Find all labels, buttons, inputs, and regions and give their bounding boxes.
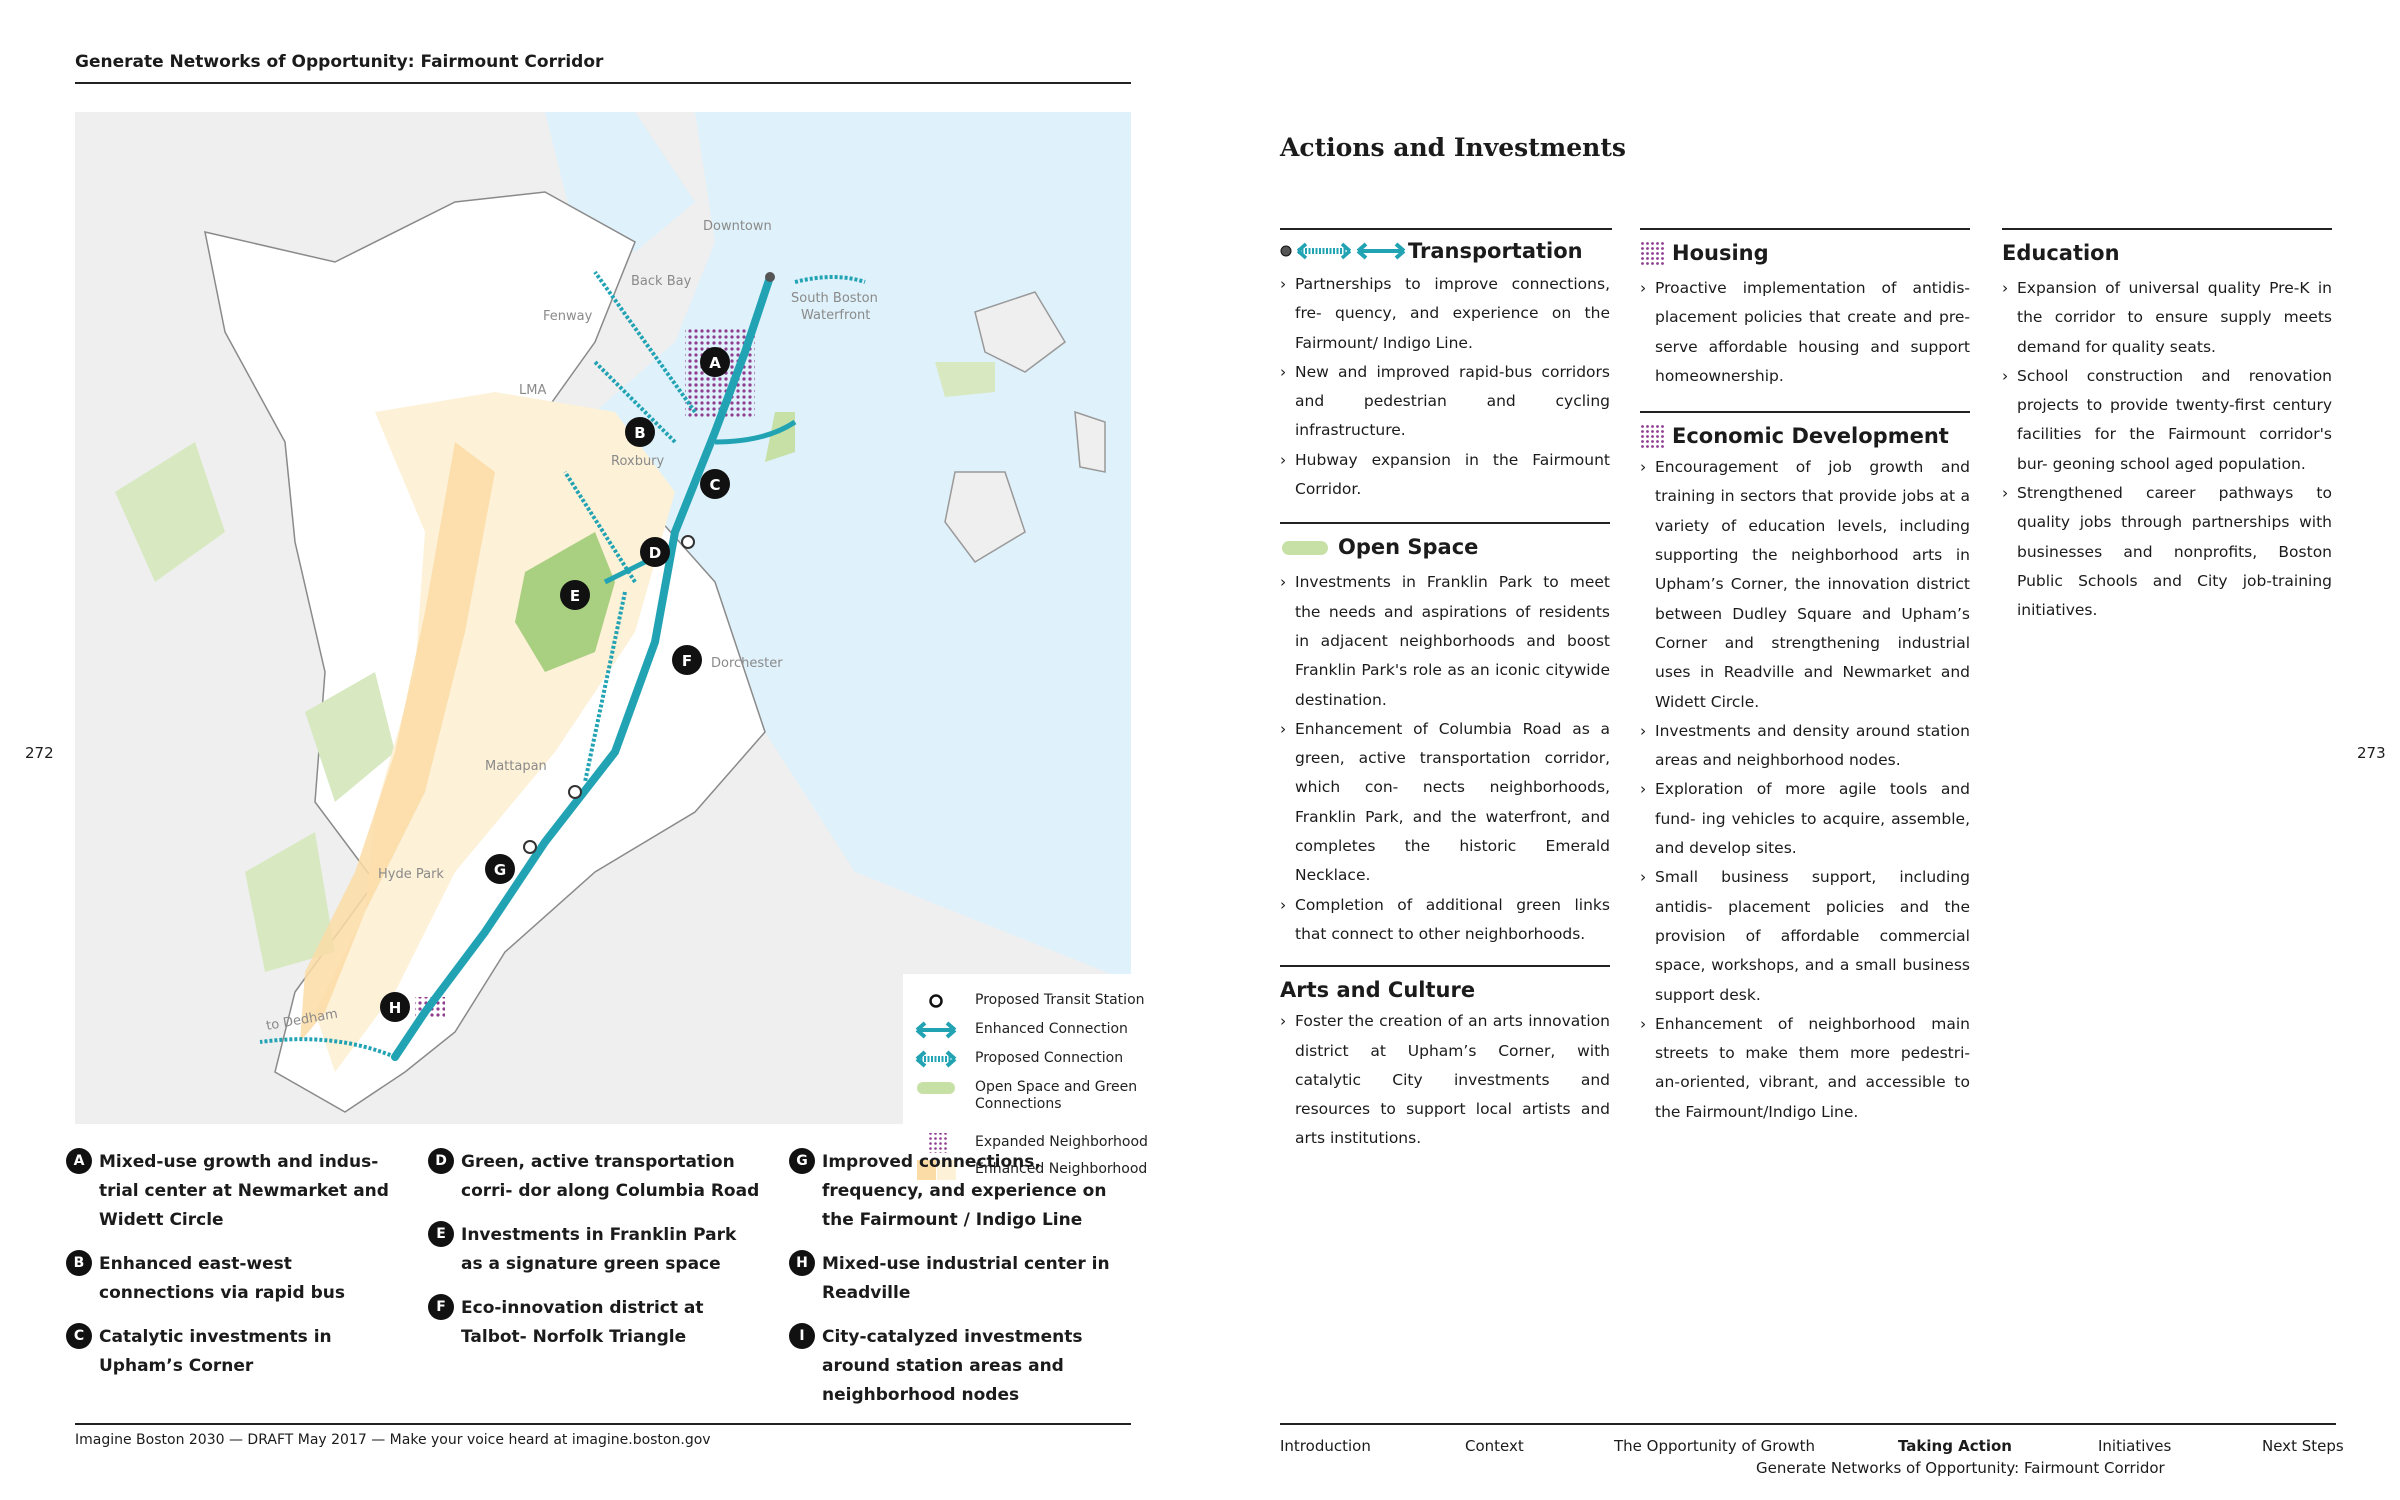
open-space-icon <box>913 1076 959 1100</box>
page-header-title: Generate Networks of Opportunity: Fairmount Corridor <box>75 52 604 72</box>
list-item: › Enhancement of Columbia Road as a green, active transportation corridor, which con- nects neighborhoods, Franklin Park, and the waterfront, and completes the historic Emerald Necklace. <box>1280 715 1610 891</box>
legend-label: Enhanced Neighborhood <box>975 1161 1148 1177</box>
list-item: › Strengthened career pathways to quality jobs through partnerships with businesses and nonprofits, Boston Public Schools and City job-training initiatives. <box>2002 479 2332 625</box>
list-item: › Hubway expansion in the Fairmount Corridor. <box>1280 446 1610 505</box>
page-number-left: 272 <box>25 744 54 762</box>
section-rule <box>1640 411 1970 413</box>
legend-label: Expanded Neighborhood <box>975 1134 1148 1150</box>
list-item: › Foster the creation of an arts innovation district at Upham’s Corner, with catalytic City investments and resources to support local artists and arts institutions. <box>1280 1007 1610 1153</box>
list-item: › Encouragement of job growth and training in sectors that provide jobs at a variety of education levels, including supporting the neighborhood arts in Upham’s Corner, the innovation district between Dudley Square and Upham’s Corner and strengthening industrial uses in Readville and Newmarket and Widett Circle. <box>1640 453 1970 717</box>
key-badge: A <box>66 1148 92 1174</box>
key-badge: E <box>428 1221 454 1247</box>
legend-item <box>903 989 1181 1013</box>
legend-label: Open Space and Green Connections <box>975 1079 1138 1112</box>
economic-heading <box>1640 419 1970 453</box>
education-list <box>2002 274 2332 626</box>
arts-list <box>1280 1007 1610 1153</box>
label-hyde-park: Hyde Park <box>378 867 444 882</box>
transportation-list <box>1280 270 1610 504</box>
key-text: Improved connections, frequency, and experience on the Fairmount / Indigo Line <box>822 1152 1107 1230</box>
key-text: Green, active transportation corri- dor along Columbia Road <box>461 1152 760 1201</box>
column-housing-economic <box>1640 228 1970 1127</box>
key-badge: B <box>66 1250 92 1276</box>
legend-item <box>903 1076 1181 1122</box>
list-item: › Completion of additional green links that connect to other neighborhoods. <box>1280 891 1610 950</box>
housing-icon <box>1640 241 1664 265</box>
list-item: › Small business support, including antidis- placement policies and the provision of affordable commercial space, workshops, and a small business support desk. <box>1640 863 1970 1009</box>
section-rule <box>1280 228 1612 230</box>
economic-list <box>1640 453 1970 1127</box>
list-item: › Enhancement of neighborhood main streets to make them more pedestri- an-oriented, vibrant, and accessible to the Fairmount/Indigo Line. <box>1640 1010 1970 1127</box>
nav-introduction[interactable]: Introduction <box>1280 1437 1371 1455</box>
economic-icon <box>1640 424 1664 448</box>
nav-context[interactable]: Context <box>1465 1437 1524 1455</box>
key-badge: H <box>789 1250 815 1276</box>
station <box>765 272 775 282</box>
proposed-station <box>682 536 694 548</box>
legend-label: Proposed Connection <box>975 1050 1124 1066</box>
label-downtown: Downtown <box>703 219 772 234</box>
proposed-station <box>524 841 536 853</box>
section-heading-text: Transportation <box>1408 239 1583 263</box>
label-mattapan: Mattapan <box>485 759 547 774</box>
legend-label: Enhanced Connection <box>975 1021 1128 1037</box>
green-space <box>115 442 225 582</box>
green-space <box>935 362 995 397</box>
list-item: › New and improved rapid-bus corridors and pedestrian and cycling infrastructure. <box>1280 358 1610 446</box>
label-back-bay: Back Bay <box>631 274 692 289</box>
key-text: Investments in Franklin Park as a signature green space <box>461 1225 737 1274</box>
enhanced-connection-icon <box>913 1018 959 1042</box>
section-heading-text: Housing <box>1672 241 1769 265</box>
list-item: › Partnerships to improve connections, fre- quency, and experience on the Fairmount/ Indigo Line. <box>1280 270 1610 358</box>
label-south-boston: South Boston <box>791 291 878 306</box>
map-svg <box>75 112 1131 1124</box>
marker-label: G <box>493 861 507 879</box>
section-heading-text: Economic Development <box>1672 424 1949 449</box>
marker-label: A <box>709 354 721 372</box>
key-badge: C <box>66 1323 92 1349</box>
label-roxbury: Roxbury <box>611 454 665 469</box>
transportation-heading <box>1280 234 1610 268</box>
open-space-icon <box>1280 538 1330 558</box>
nav-opportunity-of-growth[interactable]: The Opportunity of Growth <box>1614 1437 1815 1455</box>
legend-label: Proposed Transit Station <box>975 992 1145 1008</box>
section-rule <box>2002 228 2332 230</box>
nav-subtitle[interactable]: Generate Networks of Opportunity: Fairmount Corridor <box>1756 1459 2165 1477</box>
key-badge: D <box>428 1148 454 1174</box>
list-item: › Expansion of universal quality Pre-K in the corridor to ensure supply meets demand for quality seats. <box>2002 274 2332 362</box>
open-space-list <box>1280 568 1610 949</box>
key-badge: I <box>789 1323 815 1349</box>
section-rule <box>1280 965 1610 967</box>
list-item: › Investments in Franklin Park to meet the needs and aspirations of residents in adjacent neighborhoods and boost Franklin Park's role as an iconic citywide destination. <box>1280 568 1610 714</box>
island <box>1075 412 1105 472</box>
transportation-icons <box>1280 238 1408 264</box>
nav-initiatives[interactable]: Initiatives <box>2098 1437 2172 1455</box>
page-number-right: 273 <box>2357 744 2386 762</box>
housing-heading <box>1640 236 1970 270</box>
proposed-station-icon <box>913 989 959 1013</box>
marker-label: B <box>634 424 646 442</box>
marker-label: F <box>681 652 693 670</box>
legend-item <box>903 1018 1181 1042</box>
footer-rule-left <box>75 1423 1131 1425</box>
housing-list <box>1640 274 1970 391</box>
proposed-connection-icon <box>913 1047 959 1071</box>
key-text: Enhanced east-west connections via rapid bus <box>99 1254 345 1303</box>
list-item: › School construction and renovation projects to provide twenty-first century facilities for the Fairmount corridor's bur- geoning school aged population. <box>2002 362 2332 479</box>
key-text: Mixed-use industrial center in Readville <box>822 1254 1110 1303</box>
marker-label: H <box>388 999 402 1017</box>
marker-label: E <box>569 587 581 605</box>
key-text: Eco-innovation district at Talbot- Norfolk Triangle <box>461 1298 704 1347</box>
section-title: Actions and Investments <box>1280 133 1626 162</box>
label-fenway: Fenway <box>543 309 593 324</box>
label-to-dedham: to Dedham <box>265 1006 339 1034</box>
key-badge: G <box>789 1148 815 1174</box>
list-item: › Investments and density around station areas and neighborhood nodes. <box>1640 717 1970 776</box>
list-item: › Exploration of more agile tools and fund- ing vehicles to acquire, assemble, and develop sites. <box>1640 775 1970 863</box>
list-item: › Proactive implementation of antidis- placement policies that create and pre- serve affordable housing and support homeownership. <box>1640 274 1970 391</box>
arts-heading: Arts and Culture <box>1280 978 1476 1003</box>
column-education <box>2002 228 2332 626</box>
legend-item <box>903 1047 1181 1071</box>
label-dorchester: Dorchester <box>711 656 783 671</box>
key-badge: F <box>428 1294 454 1320</box>
key-text: Mixed-use growth and indus- trial center at Newmarket and Widett Circle <box>99 1152 389 1230</box>
footer-left-text: Imagine Boston 2030 — DRAFT May 2017 — Make your voice heard at imagine.boston.gov <box>75 1432 711 1448</box>
section-rule <box>1640 228 1970 230</box>
section-heading-text: Open Space <box>1338 535 1479 560</box>
section-rule <box>1280 522 1610 524</box>
open-space-heading <box>1280 530 1610 564</box>
education-heading: Education <box>2002 241 2120 265</box>
key-text: Catalytic investments in Upham’s Corner <box>99 1327 332 1376</box>
nav-taking-action[interactable]: Taking Action <box>1898 1437 2012 1455</box>
header-rule <box>75 82 1131 84</box>
nav-next-steps[interactable]: Next Steps <box>2262 1437 2344 1455</box>
label-lma: LMA <box>519 383 547 398</box>
footer-rule-right <box>1280 1423 2336 1425</box>
column-transport-open-arts <box>1280 228 1610 1154</box>
marker-label: C <box>709 476 721 494</box>
marker-label: D <box>648 544 662 562</box>
proposed-station <box>569 786 581 798</box>
key-text: City-catalyzed investments around station areas and neighborhood nodes <box>822 1327 1083 1405</box>
label-waterfront: Waterfront <box>801 308 871 323</box>
